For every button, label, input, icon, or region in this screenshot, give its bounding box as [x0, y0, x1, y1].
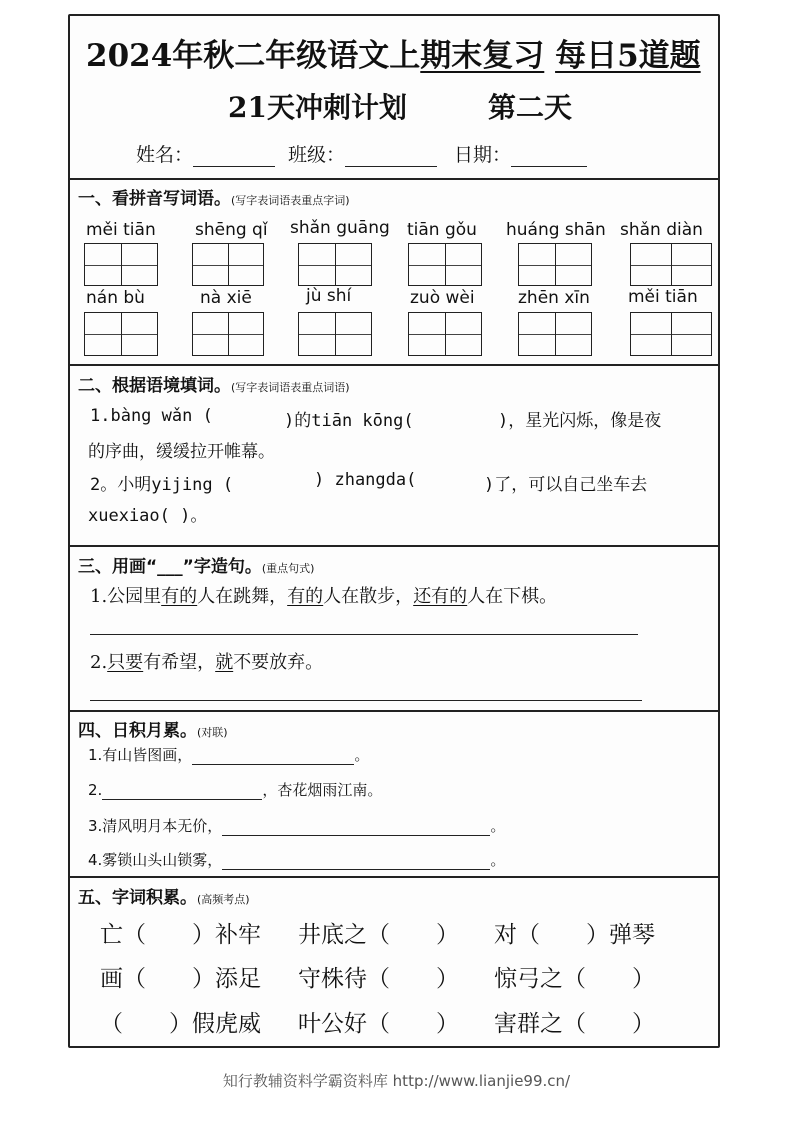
- subtitle-day: 第二天: [488, 91, 573, 124]
- date-blank[interactable]: [511, 146, 587, 167]
- date-field[interactable]: [454, 140, 587, 167]
- couplet-blank[interactable]: [102, 783, 262, 800]
- couplet-1: [88, 744, 369, 765]
- name-label: 姓名：: [136, 144, 194, 166]
- writing-grid[interactable]: [630, 243, 712, 286]
- keyword: 有的: [161, 586, 198, 607]
- pinyin-label: nà xiē: [200, 288, 252, 308]
- writing-grid[interactable]: [84, 243, 158, 286]
- name-field[interactable]: [136, 140, 275, 167]
- idiom-item: 守株待（ ）: [298, 966, 459, 992]
- idiom-item: 对（ ）弹琴: [494, 922, 655, 948]
- pinyin-label: zuò wèi: [410, 288, 475, 308]
- keyword: 有的: [287, 586, 324, 607]
- divider: [68, 364, 720, 366]
- footer-watermark: 知行教辅资料学霸资料库 http://www.lianjie99.cn/: [222, 1072, 571, 1090]
- section5-heading: [78, 883, 250, 908]
- section1-title: 一、看拼音写词语。: [78, 189, 231, 209]
- divider: [68, 876, 720, 878]
- writing-grid[interactable]: [298, 243, 372, 286]
- writing-grid[interactable]: [192, 312, 264, 356]
- title-part1: 2024年秋二年级语文上: [86, 38, 421, 74]
- writing-grid[interactable]: [408, 312, 482, 356]
- writing-grid[interactable]: [298, 312, 372, 356]
- idiom-item: 井底之（ ）: [298, 922, 459, 948]
- title-part2: 期末复习: [420, 38, 545, 74]
- class-field[interactable]: [288, 140, 437, 167]
- couplet-blank[interactable]: [192, 748, 354, 765]
- idiom-item: 害群之（ ）: [494, 1011, 655, 1037]
- sentence-1: [90, 582, 557, 608]
- sentence-text: 2.: [90, 652, 108, 673]
- q1-line2: 的序曲，缓缓拉开帷幕。: [88, 442, 275, 462]
- pinyin-label: jù shí: [306, 286, 352, 306]
- section2-title: 二、根据语境填词。: [78, 376, 231, 396]
- idiom-item: （ ）假虎威: [100, 1011, 261, 1037]
- couplet-2: [88, 779, 382, 800]
- writing-grid[interactable]: [518, 312, 592, 356]
- idiom-item: 画（ ）添足: [100, 966, 261, 992]
- couplet-text: 1.有山皆图画，: [88, 746, 193, 764]
- section3-heading: [78, 552, 314, 577]
- section1-heading: [78, 184, 350, 209]
- pinyin-label: nán bù: [86, 288, 145, 308]
- q1-part-b: )的tiān kōng(: [284, 411, 414, 431]
- sentence-text: 有希望，: [143, 652, 216, 673]
- subtitle-plan: 21天冲刺计划: [228, 91, 407, 124]
- divider: [68, 178, 720, 180]
- sentence-2: [90, 648, 323, 674]
- sentence-text: 不要放弃。: [233, 652, 324, 673]
- answer-line[interactable]: [90, 634, 638, 635]
- divider: [68, 545, 720, 547]
- q2-part-b: ) zhangda(: [314, 470, 417, 490]
- section2-note: (写字表词语表重点词语): [231, 381, 350, 394]
- writing-grid[interactable]: [84, 312, 158, 356]
- sentence-text: 人在散步，: [323, 586, 414, 607]
- section1-note: (写字表词语表重点字词): [231, 194, 350, 207]
- couplet-blank[interactable]: [222, 819, 490, 836]
- pinyin-label: měi tiān: [86, 220, 156, 240]
- idiom-item: 叶公好（ ）: [298, 1011, 459, 1037]
- q2-part-a: 2。小明yijing (: [90, 475, 234, 495]
- idiom-item: 惊弓之（ ）: [494, 966, 655, 992]
- keyword: 只要: [107, 652, 144, 673]
- section4-heading: [78, 716, 228, 741]
- writing-grid[interactable]: [518, 243, 592, 286]
- name-blank[interactable]: [193, 146, 275, 167]
- section4-title: 四、日积月累。: [78, 721, 197, 741]
- keyword: 就: [215, 652, 234, 673]
- section3-title: 三、用画“___”字造句。: [78, 557, 262, 577]
- couplet-text: 3.清风明月本无价，: [88, 817, 223, 835]
- section5-title: 五、字词积累。: [78, 888, 197, 908]
- class-blank[interactable]: [345, 146, 437, 167]
- title-part3: 每日5道题: [555, 38, 701, 74]
- pinyin-label: shǎn guāng: [290, 218, 390, 238]
- q2-part-c: )了，可以自己坐车去: [484, 475, 648, 495]
- section2-heading: [78, 371, 350, 396]
- couplet-text: 4.雾锁山头山锁雾，: [88, 851, 223, 869]
- sentence-text: 1.公园里: [90, 586, 162, 607]
- pinyin-label: shǎn diàn: [620, 220, 703, 240]
- sentence-text: 人在跳舞，: [197, 586, 288, 607]
- date-label: 日期：: [454, 144, 512, 166]
- keyword: 还有的: [413, 586, 468, 607]
- section5-note: (高频考点): [197, 893, 250, 906]
- couplet-text: 2.: [88, 781, 103, 799]
- pinyin-label: zhēn xīn: [518, 288, 590, 308]
- divider: [68, 710, 720, 712]
- writing-grid[interactable]: [192, 243, 264, 286]
- class-label: 班级：: [288, 144, 346, 166]
- couplet-4: [88, 849, 505, 870]
- couplet-text: 。: [490, 817, 506, 835]
- writing-grid[interactable]: [630, 312, 712, 356]
- q1-part-c: )，星光闪烁，像是夜: [498, 411, 662, 431]
- pinyin-label: shēng qǐ: [195, 220, 268, 240]
- writing-grid[interactable]: [408, 243, 482, 286]
- couplet-3: [88, 815, 505, 836]
- q2-line2: xuexiao( )。: [88, 506, 208, 526]
- page-title: [86, 30, 701, 75]
- pinyin-label: huáng shān: [506, 220, 606, 240]
- couplet-text: 。: [354, 746, 370, 764]
- idiom-item: 亡（ ）补牢: [100, 922, 261, 948]
- pinyin-label: tiān gǒu: [407, 220, 477, 240]
- section3-note: (重点句式): [261, 562, 315, 575]
- sentence-text: 人在下棋。: [467, 586, 558, 607]
- q1-part-a: 1.bàng wǎn (: [90, 406, 213, 426]
- couplet-blank[interactable]: [222, 853, 490, 870]
- answer-line[interactable]: [90, 700, 642, 701]
- section4-note: (对联): [197, 726, 228, 739]
- couplet-text: ，杏花烟雨江南。: [262, 781, 383, 799]
- pinyin-label: měi tiān: [628, 287, 698, 307]
- couplet-text: 。: [490, 851, 506, 869]
